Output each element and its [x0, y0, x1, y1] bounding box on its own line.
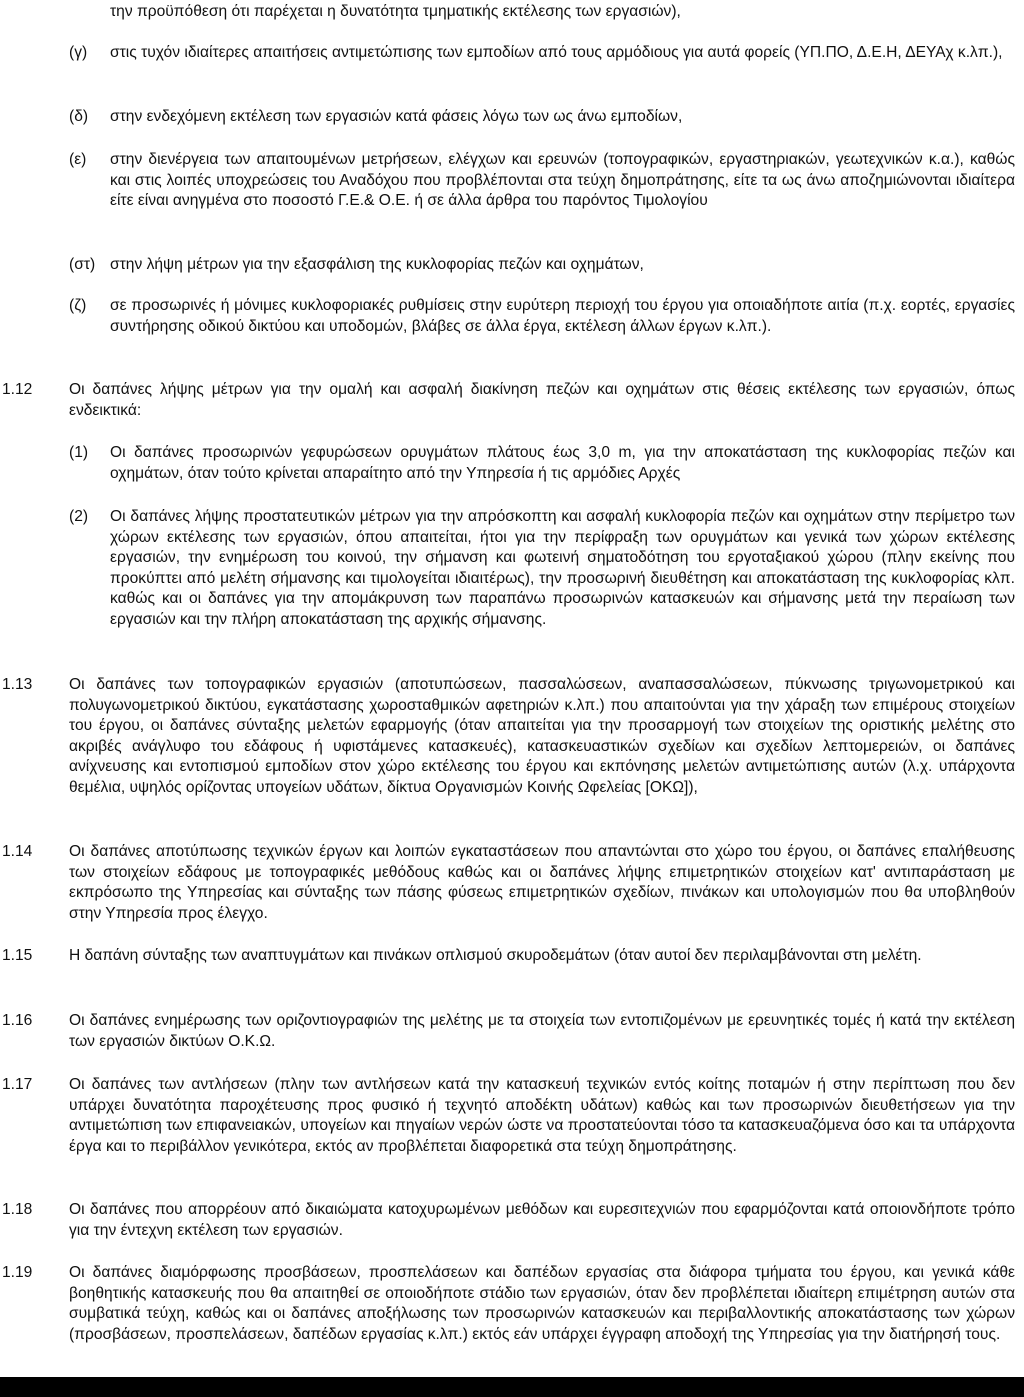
list-marker: (γ)	[69, 44, 88, 61]
section-number: 1.15	[2, 947, 33, 964]
list-item-text: Οι δαπάνες λήψης προστατευτικών μέτρων για την απρόσκοπτη και ασφαλή κυκλοφορία πεζών και οχημάτων στην περίμετρο των χώρων εκτέλεσης των εργασιών, όπου απαιτείται, ήτοι για την περίφραξη των ορυγμάτων και γενικά των χώρων εκτέλεσης εργασιών, την ενημέρωση του κοινού, την σήμανση και φωτεινή σηματοδότηση του εργοταξιακού χώρου (πλην εκείνης που προκύπτει από μελέτη σήμανσης και τιμολογείται ιδιαιτέρως), την προσωρινή διευθέτηση και αποκατάσταση της κυκλοφορίας κλπ. καθώς και οι δαπάνες για την απομάκρυνση των παραπάνω προσωρινών κατασκευών και σήμανσης μετά την περαίωση των εργασιών και την πλήρη αποκατάσταση της αρχικής σήμανσης.	[110, 508, 1015, 628]
section-text: Οι δαπάνες αποτύπωσης τεχνικών έργων και λοιπών εγκαταστάσεων που απαντώνται στο χώρο του έργου, οι δαπάνες επαλήθευσης των στοιχείων εδάφους με τοπογραφικές μεθόδους καθώς και οι δαπάνες λήψης επιμετρητικών στοιχείων κατ' αντιπαράσταση με εκπρόσωπο της Υπηρεσίας και σύνταξης των πάσης φύσεως επιμετρητικών σχεδίων, πινάκων και υπολογισμών που θα υποβληθούν στην Υπηρεσία προς έλεγχο.	[69, 843, 1015, 922]
section-text: Οι δαπάνες που απορρέουν από δικαιώματα κατοχυρωμένων μεθόδων και ευρεσιτεχνιών που εφαρμόζονται κατά οποιονδήποτε τρόπο για την έντεχνη εκτέλεση των εργασιών.	[69, 1201, 1015, 1239]
section-text: Οι δαπάνες των αντλήσεων (πλην των αντλήσεων κατά την κατασκευή τεχνικών εντός κοίτης ποταμών ή στην περίπτωση που δεν υπάρχει δυνατότητα παροχέτευσης προς φυσικό ή τεχνητό αποδέκτη υδάτων) καθώς και των προσωρινών διευθετήσεων για την αντιμετώπιση των επιφανειακών, υπογείων και πηγαίων νερών ώστε να προστατεύονται τόσο τα κατασκευαζόμενα όσο και τα υπάρχοντα έργα και το περιβάλλον γενικότερα, εκτός αν προβλέπεται διαφορετικά στα τεύχη δημοπράτησης.	[69, 1076, 1015, 1155]
bottom-black-bar	[0, 1377, 1024, 1397]
section-number: 1.13	[2, 676, 33, 693]
list-marker: (δ)	[69, 108, 89, 125]
list-marker: (2)	[69, 508, 89, 525]
list-item-text: στην διενέργεια των απαιτουμένων μετρήσεων, ελέγχων και ερευνών (τοπογραφικών, εργαστηριακών, γεωτεχνικών κ.α.), καθώς και στις λοιπές υποχρεώσεις του Αναδόχου που προβλέπονται στα τεύχη δημοπράτησης, είτε τα ως άνω αποζημιώνονται ιδιαίτερα είτε είναι ανηγμένα στο ποσοστό Γ.Ε.& Ο.Ε. ή σε άλλα άρθρα του παρόντος Τιμολογίου	[110, 151, 1015, 209]
list-item-text: στις τυχόν ιδιαίτερες απαιτήσεις αντιμετώπισης των εμποδίων από τους αρμόδιους για αυτά φορείς (ΥΠ.ΠΟ, Δ.Ε.Η, ΔΕΥΑχ κ.λπ.),	[110, 44, 1003, 61]
section-number: 1.14	[2, 843, 33, 860]
section-number: 1.12	[2, 381, 33, 398]
list-marker: (στ)	[69, 256, 96, 273]
list-marker: (1)	[69, 444, 89, 461]
list-marker: (ζ)	[69, 297, 87, 314]
section-text: Οι δαπάνες ενημέρωσης των οριζοντιογραφιών της μελέτης με τα στοιχεία των εντοπιζομένων με ερευνητικές τομές ή κατά την εκτέλεση των εργασιών δικτύων Ο.Κ.Ω.	[69, 1012, 1015, 1050]
section-number: 1.19	[2, 1264, 33, 1281]
section-text: Οι δαπάνες λήψης μέτρων για την ομαλή και ασφαλή διακίνηση πεζών και οχημάτων στις θέσεις εκτέλεσης των εργασιών, όπως ενδεικτικά:	[69, 381, 1015, 419]
list-marker: (ε)	[69, 151, 87, 168]
section-number: 1.18	[2, 1201, 33, 1218]
section-number: 1.17	[2, 1076, 33, 1093]
section-text: Οι δαπάνες των τοπογραφικών εργασιών (αποτυπώσεων, πασσαλώσεων, αναπασσαλώσεων, πύκνωσης τριγωνομετρικού και πολυγωνομετρικού δικτύου, εγκατάστασης χωροσταθμικών αφετηριών κ.λπ.) που απαιτούνται για την χάραξη των επιμέρους στοιχείων του έργου, οι δαπάνες σύνταξης μελετών εφαρμογής (όταν απαιτείται για την προσαρμογή των στοιχείων της οριστικής μελέτης στο ακριβές ανάγλυφο του εδάφους ή υφιστάμενες κατασκευές), κατασκευαστικών σχεδίων και σχεδίων λεπτομερειών, οι δαπάνες ανίχνευσης και εντοπισμού εμποδίων στον χώρο εκτέλεσης του έργου και εκπόνησης μελετών αντιμετώπισης αυτών (λ.χ. υπάρχοντα θεμέλια, υψηλός ορίζοντας υπογείων υδάτων, δίκτυα Οργανισμών Κοινής Ωφελείας [ΟΚΩ]),	[69, 676, 1015, 796]
section-number: 1.16	[2, 1012, 33, 1029]
section-text: Η δαπάνη σύνταξης των αναπτυγμάτων και πινάκων οπλισμού σκυροδεμάτων (όταν αυτοί δεν περιλαμβάνονται στη μελέτη.	[69, 947, 922, 964]
section-text: Οι δαπάνες διαμόρφωσης προσβάσεων, προσπελάσεων και δαπέδων εργασίας στα διάφορα τμήματα του έργου, και γενικά κάθε βοηθητικής κατασκευής που θα απαιτηθεί σε οποιοδήποτε στάδιο των εργασιών, όταν δεν προβλέπεται ιδιαίτερη επιμέτρηση αυτών στα συμβατικά τεύχη, καθώς και οι δαπάνες αποξήλωσης των προσωρινών κατασκευών και περιβαλλοντικής αποκατάστασης των χώρων (προσβάσεων, προσπελάσεων, δαπέδων εργασίας κ.λπ.) εκτός εάν υπάρχει έγγραφη αποδοχή της Υπηρεσίας για την διατήρησή τους.	[69, 1264, 1015, 1343]
list-item-text: στην λήψη μέτρων για την εξασφάλιση της κυκλοφορίας πεζών και οχημάτων,	[110, 256, 644, 273]
list-item-text: στην ενδεχόμενη εκτέλεση των εργασιών κατά φάσεις λόγω των ως άνω εμποδίων,	[110, 108, 683, 125]
continuation-text: την προϋπόθεση ότι παρέχεται η δυνατότητα τμηματικής εκτέλεσης των εργασιών),	[110, 3, 681, 20]
list-item-text: Οι δαπάνες προσωρινών γεφυρώσεων ορυγμάτων πλάτους έως 3,0 m, για την αποκατάσταση της κυκλοφορίας πεζών και οχημάτων, όταν τούτο κρίνεται απαραίτητο από την Υπηρεσία ή τις αρμόδιες Αρχές	[110, 444, 1015, 482]
list-item-text: σε προσωρινές ή μόνιμες κυκλοφοριακές ρυθμίσεις στην ευρύτερη περιοχή του έργου για οποιαδήποτε αιτία (π.χ. εορτές, εργασίες συντήρησης οδικού δικτύου και υποδομών, βλάβες σε άλλα έργα, εκτέλεση άλλων έργων κ.λπ.).	[110, 297, 1015, 335]
